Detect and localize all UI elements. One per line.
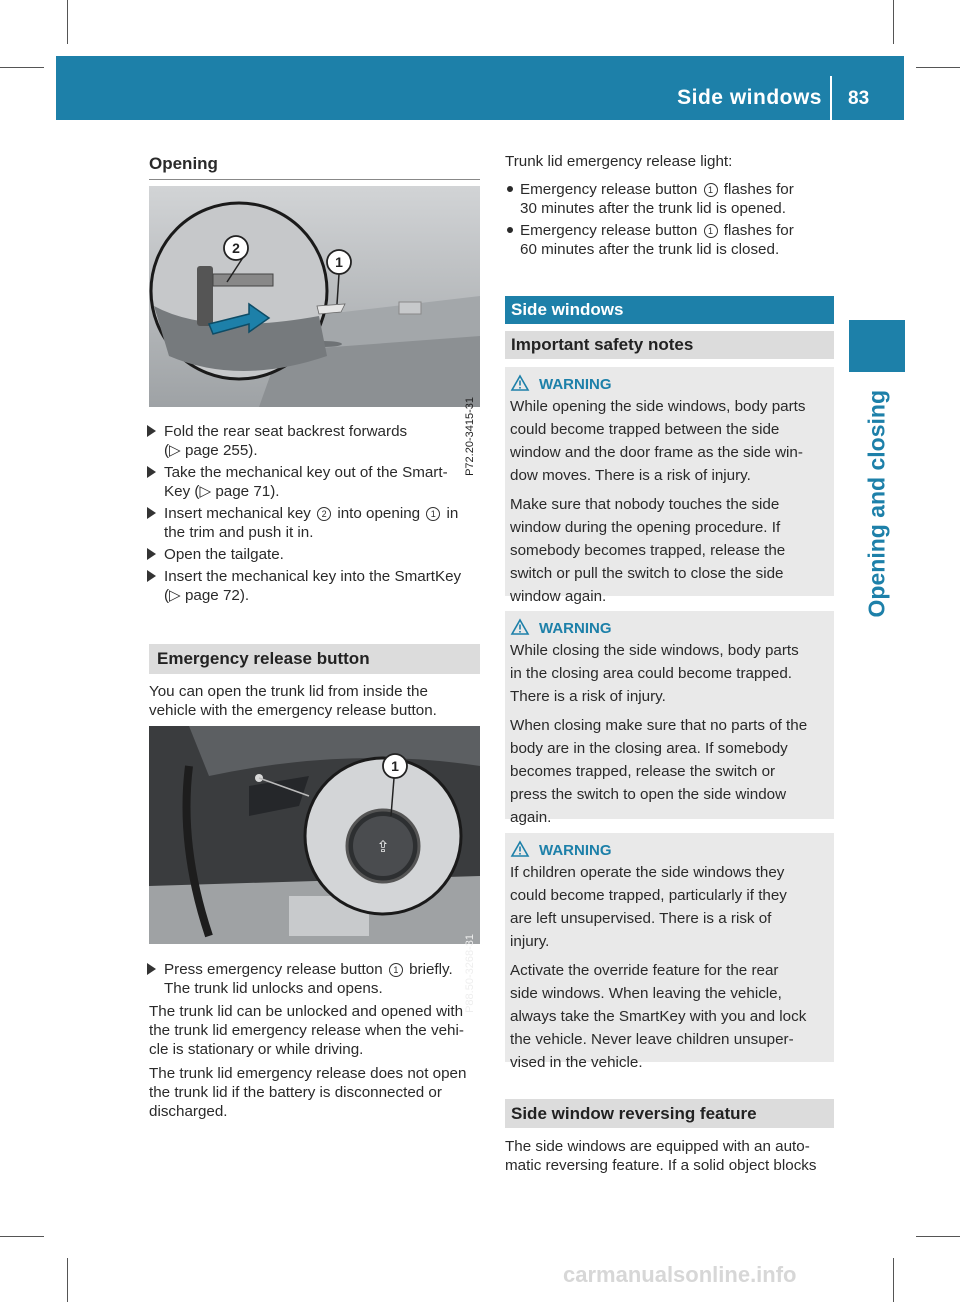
section-rule — [149, 179, 480, 180]
step-insert-smartkey: Insert the mechanical key into the SmartKey (▷ page 72). — [164, 567, 484, 605]
section-band-emergency — [149, 644, 480, 674]
header-separator — [830, 76, 832, 120]
crop-mark — [916, 67, 960, 68]
number-badge: 1 — [704, 224, 718, 238]
trunk-open-icon: ⇪ — [376, 837, 390, 856]
number-badge: 2 — [317, 507, 331, 521]
warning-triangle-icon — [511, 619, 529, 635]
callout-2: 2 — [232, 240, 240, 256]
paragraph-battery: The trunk lid emergency release does not open the trunk lid if the battery is disconnected or discharged. — [149, 1065, 467, 1120]
crop-mark — [67, 1258, 68, 1302]
crop-mark — [0, 1236, 44, 1237]
page-number: 83 — [848, 88, 870, 109]
warning-text: While closing the side windows, body parts in the closing area could become trapped. There is a risk of injury. When closing make sure that no parts of the body are in the closing area. If somebody becomes trapped, release the switch or press the switch to open the side window again. — [510, 642, 808, 826]
number-badge: 1 — [426, 507, 440, 521]
paragraph-unlock-while-driving: The trunk lid can be unlocked and opened with the trunk lid emergency release when the vehi- cle is stationary or while driving. — [149, 1003, 464, 1058]
bullet-dot — [507, 186, 513, 192]
section-title-emergency: Emergency release button — [157, 649, 370, 668]
warning-header: WARNING — [511, 375, 612, 393]
light-intro: Trunk lid emergency release light: — [505, 153, 733, 170]
section-band-safety — [505, 331, 834, 359]
seat-opening-drawing — [149, 186, 480, 407]
crop-mark — [893, 0, 894, 44]
warning-triangle-icon — [511, 375, 529, 391]
step-fold-backrest: Fold the rear seat backrest forwards (▷ page 255). — [164, 422, 484, 460]
section-band-side-windows — [505, 296, 834, 324]
step-open-tailgate: Open the tailgate. — [164, 545, 484, 564]
watermark: carmanualsonline.info — [563, 1262, 797, 1287]
bullet-item: Emergency release button 1 flashes for 60 minutes after the trunk lid is closed. — [520, 221, 840, 259]
crop-mark — [893, 1258, 894, 1302]
warning-header: WARNING — [511, 841, 612, 859]
chapter-tab-label: Opening and closing — [863, 390, 890, 618]
number-badge: 1 — [704, 183, 718, 197]
step-arrow-icon — [147, 570, 156, 582]
bullet-dot — [507, 227, 513, 233]
step-insert-key: Insert mechanical key 2 into opening 1 in the trim and push it in. — [164, 504, 484, 542]
warning-triangle-icon — [511, 841, 529, 857]
trunk-release-drawing — [149, 726, 480, 944]
reversing-text: The side windows are equipped with an auto- matic reversing feature. If a solid object blocks — [505, 1138, 817, 1174]
page-link[interactable]: (▷ page 255). — [164, 442, 258, 459]
crop-mark — [916, 1236, 960, 1237]
step-arrow-icon — [147, 466, 156, 478]
page-link[interactable]: (▷ page 72). — [164, 587, 250, 604]
step-arrow-icon — [147, 507, 156, 519]
section-title-opening: Opening — [149, 154, 218, 173]
section-title-safety: Important safety notes — [511, 335, 694, 354]
warning-text: If children operate the side windows they could become trapped, particularly if they are left unsupervised. There is a risk of injury. Activate the override feature for the rear side windows. When leaving the vehicle, always take the SmartKey with you and lock the vehicle. Never leave children unsuper- vised in the vehicle. — [510, 864, 807, 1071]
number-badge: 1 — [389, 963, 403, 977]
warning-box — [505, 833, 834, 1071]
warning-box — [505, 611, 834, 826]
page-link[interactable]: Key (▷ page 71). — [164, 483, 280, 500]
section-title-reversing: Side window reversing feature — [511, 1104, 757, 1123]
section-title-side-windows: Side windows — [511, 300, 624, 319]
crop-mark — [0, 67, 44, 68]
step-arrow-icon — [147, 425, 156, 437]
step-press-release: Press emergency release button 1 briefly. The trunk lid unlocks and opens. — [164, 960, 484, 998]
step-arrow-icon — [147, 963, 156, 975]
step-arrow-icon — [147, 548, 156, 560]
chapter-tab-block — [849, 320, 905, 372]
emergency-intro: You can open the trunk lid from inside the vehicle with the emergency release button. — [149, 683, 437, 719]
bullet-item: Emergency release button 1 flashes for 30 minutes after the trunk lid is opened. — [520, 180, 840, 218]
callout-1: 1 — [335, 254, 343, 270]
warning-box — [505, 367, 834, 605]
image-code: P88.50-3268-31 — [464, 934, 476, 1013]
crop-mark — [67, 0, 68, 44]
image-code: P72.20-3415-31 — [464, 397, 476, 476]
step-take-key: Take the mechanical key out of the Smart- Key (▷ page 71). — [164, 463, 484, 501]
warning-header: WARNING — [511, 619, 612, 637]
section-band-reversing — [505, 1099, 834, 1128]
warning-text: While opening the side windows, body parts could become trapped between the side window and the door frame as the side win- dow moves. There is a risk of injury. Make sure that nobody touches the side window during the opening procedure. If somebody becomes trapped, release the switch or pull the switch to close the side window again. — [510, 398, 806, 605]
header-title: Side windows — [677, 86, 822, 109]
callout-1: 1 — [391, 758, 399, 774]
